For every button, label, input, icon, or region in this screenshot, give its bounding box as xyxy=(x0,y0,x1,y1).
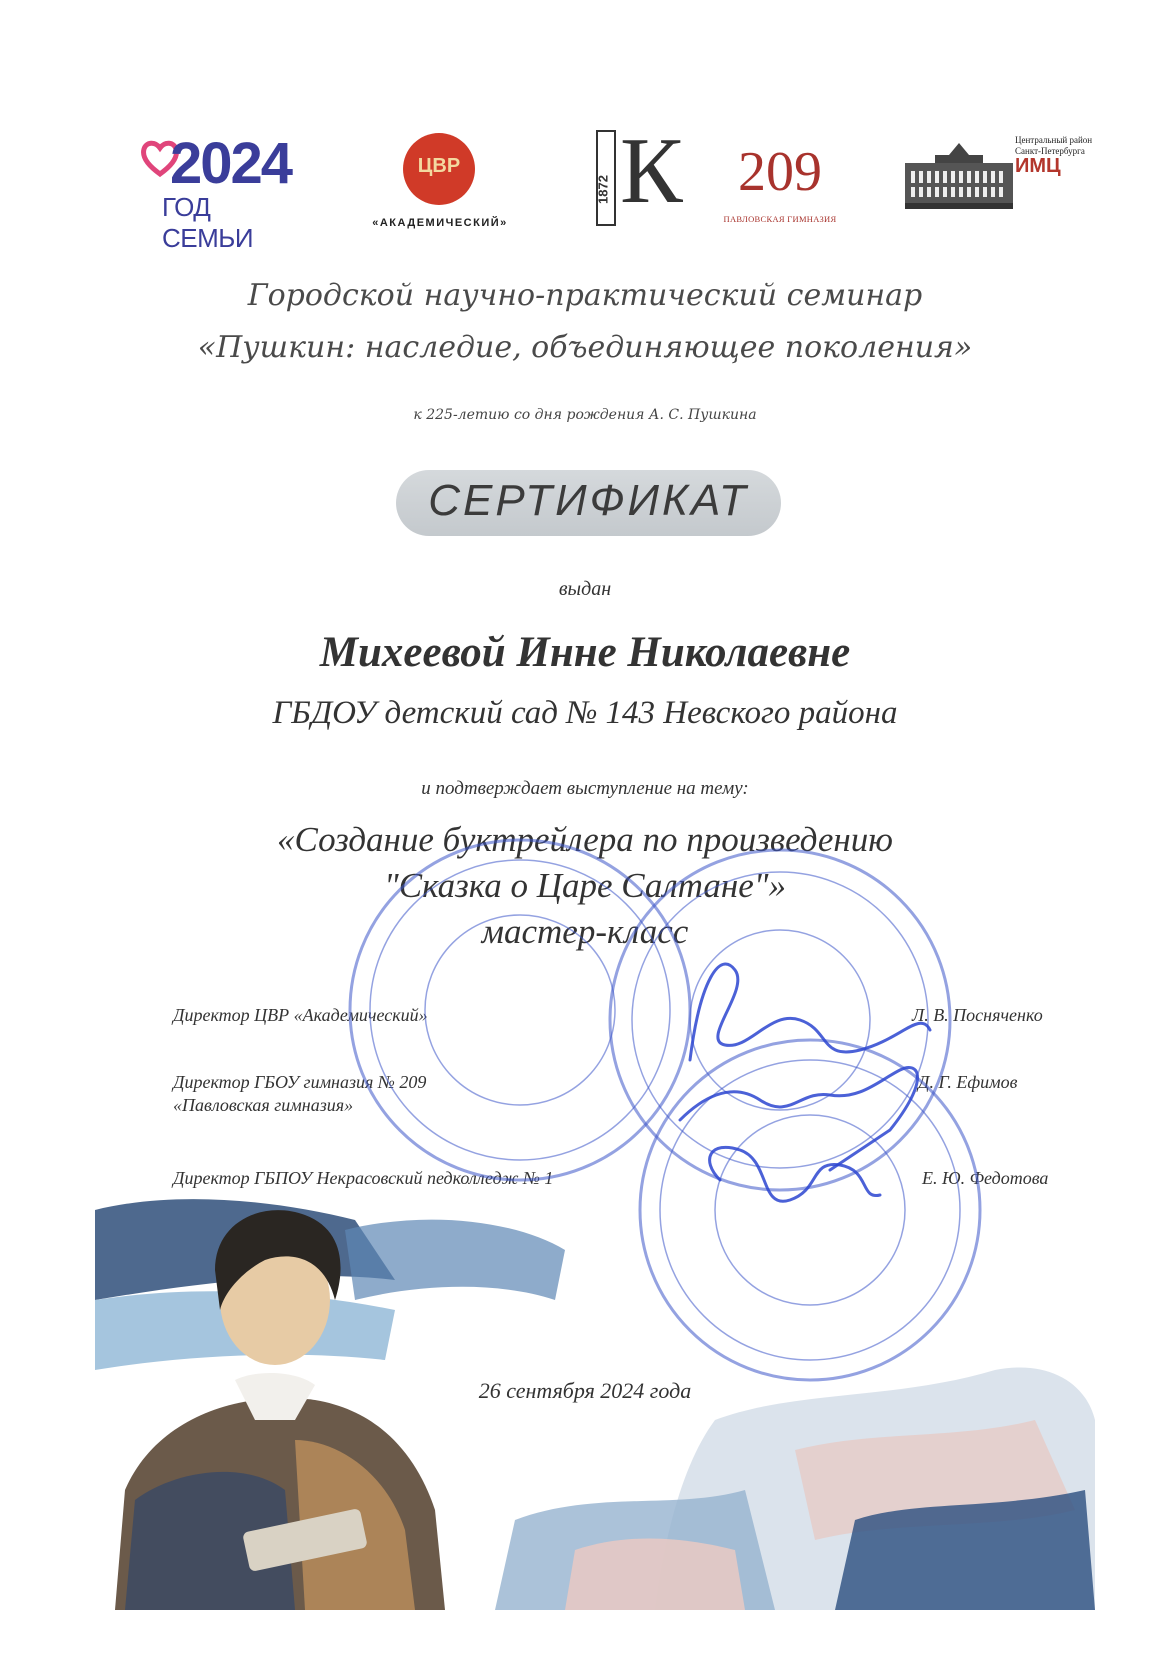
logo-gymnasium-209 xyxy=(720,130,840,230)
topic-line-3: мастер-класс xyxy=(481,912,689,951)
cvr-emblem-text: ЦВР xyxy=(417,155,461,177)
director2-title-line2: «Павловская гимназия» xyxy=(173,1095,354,1115)
director1-name: Л. В. Посняченко xyxy=(912,1005,1043,1025)
topic-line-2: "Сказка о Царе Салтане"» xyxy=(384,866,786,905)
cvr-caption: «АКАДЕМИЧЕСКИЙ» xyxy=(372,217,508,229)
certificate-title: СЕРТИФИКАТ xyxy=(428,476,749,525)
confirms-label: и подтверждает выступление на тему: xyxy=(421,778,749,799)
director2-title-line1: Директор ГБОУ гимназия № 209 xyxy=(173,1072,427,1092)
recipient-name: Михеевой Инне Николаевне xyxy=(319,629,851,676)
imc-name: ИМЦ xyxy=(1015,155,1061,177)
gymnasium-caption: ПАВЛОВСКАЯ ГИМНАЗИЯ xyxy=(723,214,837,224)
logo-imc xyxy=(905,133,1095,233)
director1-title: Директор ЦВР «Академический» xyxy=(173,1005,428,1025)
gymnasium-number: 209 xyxy=(738,141,822,203)
topic-line-1: «Создание буктрейлера по произведению xyxy=(277,820,893,859)
director2-name: Д. Г. Ефимов xyxy=(918,1072,1018,1092)
logo-year-of-family xyxy=(140,130,292,253)
anniversary-note: к 225-летию со дня рождения А. С. Пушкина xyxy=(413,407,757,423)
issued-label: выдан xyxy=(558,578,612,600)
logo-cvr-akademichesky xyxy=(355,133,535,233)
certificate-date: 26 сентября 2024 года xyxy=(478,1378,692,1403)
building-icon xyxy=(905,133,1015,215)
logo-year-caption: ГОД СЕМЬИ xyxy=(162,192,254,253)
imc-line2: Санкт-Петербурга xyxy=(1015,146,1085,156)
college-letter: К xyxy=(620,119,683,223)
recipient-organization: ГБДОУ детский сад № 143 Невского района xyxy=(272,695,898,731)
logo-nekrasov-college xyxy=(592,119,683,230)
seminar-title: Городской научно-практический семинар xyxy=(247,278,923,313)
director3-name: Е. Ю. Федотова xyxy=(922,1168,1049,1188)
director3-title: Директор ГБПОУ Некрасовский педколледж № 1 xyxy=(173,1168,554,1188)
college-year: 1872 xyxy=(595,175,611,204)
logo-year: 2024 xyxy=(170,131,292,196)
seminar-subtitle: «Пушкин: наследие, объединяющее поколения» xyxy=(197,330,973,365)
imc-line1: Центральный район xyxy=(1015,135,1093,145)
